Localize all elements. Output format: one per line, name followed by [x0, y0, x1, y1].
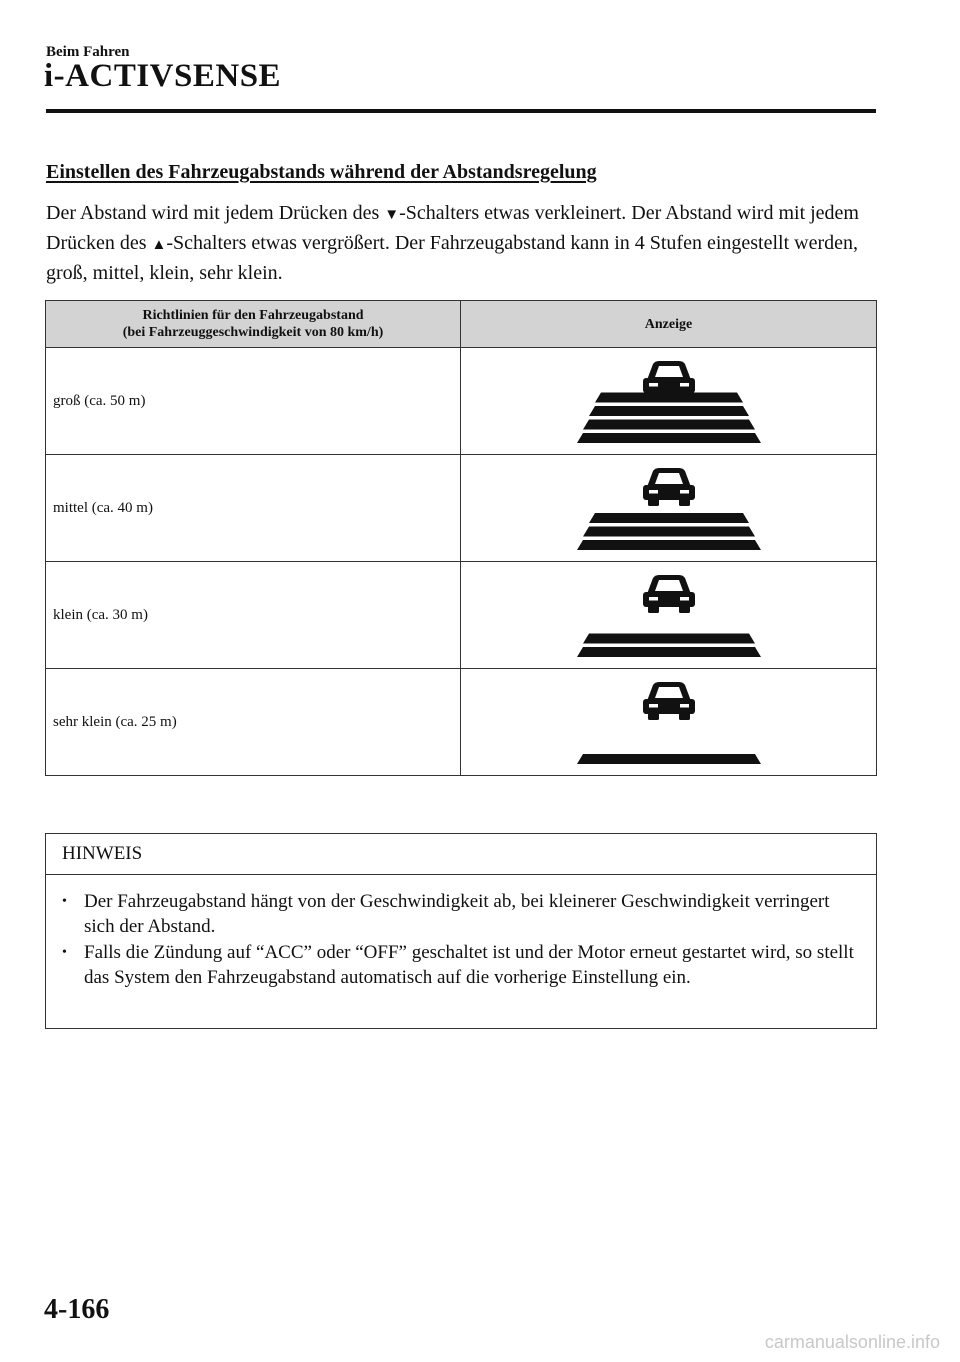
distance-bar	[583, 420, 755, 430]
section-heading: Einstellen des Fahrzeugabstands während der Abstandsregelung	[46, 161, 597, 183]
table-header-row	[46, 301, 877, 348]
note-list	[46, 875, 876, 990]
header-guideline-line2: (bei Fahrzeuggeschwindigkeit von 80 km/h)	[122, 325, 384, 340]
distance-display-icon	[569, 570, 769, 660]
distance-display	[461, 562, 877, 669]
distance-display	[461, 669, 877, 776]
down-switch-symbol: ▼	[384, 207, 400, 223]
distance-display	[461, 348, 877, 455]
distance-bar	[589, 406, 749, 416]
distance-bar	[577, 647, 761, 657]
distance-bar	[577, 540, 761, 550]
table-row	[46, 669, 877, 776]
distance-bar	[583, 634, 755, 644]
header-guideline	[46, 301, 461, 348]
distance-label: mittel (ca. 40 m)	[46, 455, 461, 562]
distance-bar	[577, 433, 761, 443]
header-display: Anzeige	[461, 301, 877, 348]
distance-bar	[583, 527, 755, 537]
intro-text-2: -Schalters etwas verkleinert. Der Abstand wird mit jedem Drücken des	[46, 202, 859, 254]
distance-label: groß (ca. 50 m)	[46, 348, 461, 455]
car-icon	[643, 682, 695, 720]
table-row	[46, 562, 877, 669]
chapter-title: i-ACTIVSENSE	[44, 58, 282, 94]
header-guideline-line1: Richtlinien für den Fahrzeugabstand	[142, 308, 364, 323]
title-rule	[46, 109, 876, 113]
distance-label: klein (ca. 30 m)	[46, 562, 461, 669]
table-row	[46, 455, 877, 562]
up-switch-symbol: ▲	[151, 237, 167, 253]
distance-display-icon	[569, 356, 769, 446]
intro-paragraph	[46, 199, 876, 287]
distance-bar	[589, 513, 749, 523]
note-item: • Der Fahrzeugabstand hängt von der Geschwindigkeit ab, bei kleinerer Geschwindigkeit verringert sich der Abstand.	[84, 889, 864, 939]
distance-table	[45, 300, 877, 776]
watermark: carmanualsonline.info	[764, 1332, 940, 1352]
distance-bar	[595, 393, 743, 403]
table-row	[46, 348, 877, 455]
intro-text-3: -Schalters etwas vergrößert. Der Fahrzeugabstand kann in 4 Stufen eingestellt werden, groß, mittel, klein, sehr klein.	[46, 232, 859, 284]
page-number: 4-166	[44, 1294, 110, 1325]
car-icon	[643, 575, 695, 613]
note-box	[45, 833, 877, 1029]
car-icon	[643, 468, 695, 506]
distance-display-icon	[569, 677, 769, 767]
distance-display	[461, 455, 877, 562]
note-title: HINWEIS	[46, 834, 876, 875]
distance-display-icon	[569, 463, 769, 553]
note-item: • Falls die Zündung auf “ACC” oder “OFF” geschaltet ist und der Motor erneut gestartet wird, so stellt das System den Fahrzeugabstand automatisch auf die vorherige Einstellung ein.	[84, 940, 864, 990]
distance-label: sehr klein (ca. 25 m)	[46, 669, 461, 776]
section-label: Beim Fahren	[46, 44, 130, 60]
intro-text-1: Der Abstand wird mit jedem Drücken des	[46, 202, 385, 224]
distance-bar	[577, 754, 761, 764]
